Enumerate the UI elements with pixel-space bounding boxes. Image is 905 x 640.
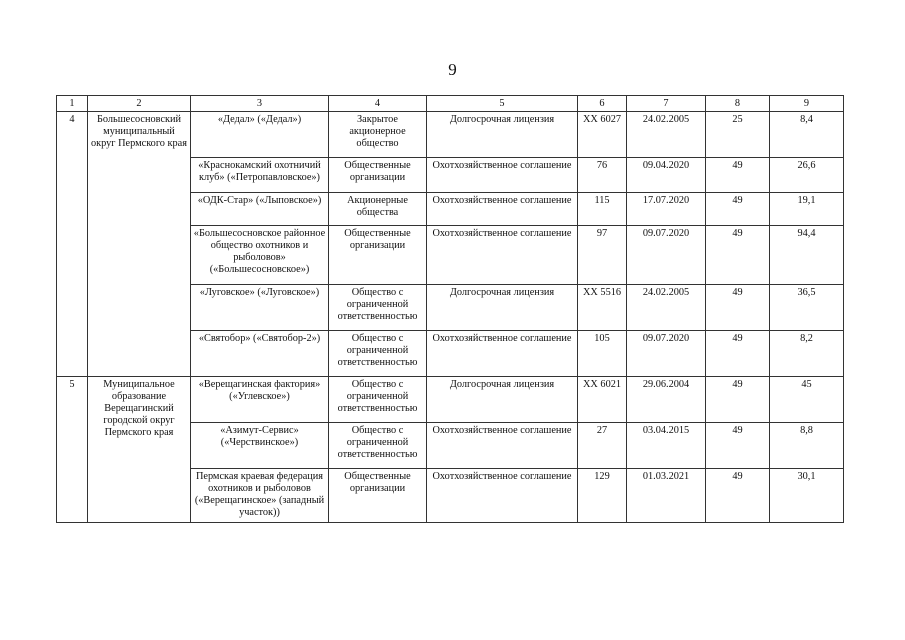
column-header: 7 (627, 96, 706, 112)
term-years: 49 (706, 193, 770, 226)
legal-form: Закрытое акционерное общество (329, 112, 427, 158)
document-date: 09.07.2020 (627, 331, 706, 377)
organization-name: «Краснокамский охотничий клуб» («Петропавловское») (191, 158, 329, 193)
document-date: 24.02.2005 (627, 112, 706, 158)
area-value: 8,4 (770, 112, 844, 158)
column-header: 6 (578, 96, 627, 112)
row-number: 5 (57, 377, 88, 523)
document-type: Охотхозяйственное соглашение (427, 423, 578, 469)
area-value: 94,4 (770, 226, 844, 285)
legal-form: Общество с ограниченной ответственностью (329, 331, 427, 377)
document-type: Охотхозяйственное соглашение (427, 193, 578, 226)
document-number: 97 (578, 226, 627, 285)
area-value: 8,8 (770, 423, 844, 469)
document-date: 24.02.2005 (627, 285, 706, 331)
header-row (57, 96, 844, 112)
column-header: 1 (57, 96, 88, 112)
document-type: Долгосрочная лицензия (427, 112, 578, 158)
document-number: 129 (578, 469, 627, 523)
document-number: ХХ 6027 (578, 112, 627, 158)
document-number: ХХ 6021 (578, 377, 627, 423)
column-header: 4 (329, 96, 427, 112)
area-value: 45 (770, 377, 844, 423)
document-type: Охотхозяйственное соглашение (427, 331, 578, 377)
hunting-grounds-table (56, 95, 844, 523)
legal-form: Общество с ограниченной ответственностью (329, 423, 427, 469)
organization-name: «Большесосновское районное общество охотников и рыболовов» («Большесосновское») (191, 226, 329, 285)
organization-name: «Азимут-Сервис» («Черствинское») (191, 423, 329, 469)
legal-form: Общественные организации (329, 469, 427, 523)
term-years: 49 (706, 226, 770, 285)
organization-name: Пермская краевая федерация охотников и рыболовов («Верещагинское» (западный участок)) (191, 469, 329, 523)
term-years: 49 (706, 158, 770, 193)
organization-name: «Святобор» («Святобор-2») (191, 331, 329, 377)
district-name: Муниципальное образование Верещагинский городской округ Пермского края (88, 377, 191, 523)
organization-name: «Дедал» («Дедал») (191, 112, 329, 158)
document-number: 115 (578, 193, 627, 226)
document-number: 76 (578, 158, 627, 193)
table-body (57, 96, 844, 523)
column-header: 9 (770, 96, 844, 112)
document-number: 105 (578, 331, 627, 377)
area-value: 30,1 (770, 469, 844, 523)
term-years: 49 (706, 285, 770, 331)
document-type: Охотхозяйственное соглашение (427, 158, 578, 193)
term-years: 49 (706, 423, 770, 469)
column-header: 8 (706, 96, 770, 112)
area-value: 19,1 (770, 193, 844, 226)
table-row (57, 112, 844, 158)
document-number: ХХ 5516 (578, 285, 627, 331)
document-type: Долгосрочная лицензия (427, 285, 578, 331)
column-header: 3 (191, 96, 329, 112)
term-years: 25 (706, 112, 770, 158)
page-number: 9 (448, 60, 457, 79)
district-name: Большесосновский муниципальный округ Пермского края (88, 112, 191, 377)
area-value: 8,2 (770, 331, 844, 377)
document-number: 27 (578, 423, 627, 469)
organization-name: «Луговское» («Луговское») (191, 285, 329, 331)
document-date: 09.07.2020 (627, 226, 706, 285)
legal-form: Общество с ограниченной ответственностью (329, 285, 427, 331)
legal-form: Акционерные общества (329, 193, 427, 226)
area-value: 36,5 (770, 285, 844, 331)
document-type: Охотхозяйственное соглашение (427, 469, 578, 523)
document-date: 01.03.2021 (627, 469, 706, 523)
term-years: 49 (706, 331, 770, 377)
document-type: Долгосрочная лицензия (427, 377, 578, 423)
term-years: 49 (706, 377, 770, 423)
document-date: 29.06.2004 (627, 377, 706, 423)
area-value: 26,6 (770, 158, 844, 193)
organization-name: «Верещагинская фактория» («Углевское») (191, 377, 329, 423)
term-years: 49 (706, 469, 770, 523)
legal-form: Общество с ограниченной ответственностью (329, 377, 427, 423)
legal-form: Общественные организации (329, 226, 427, 285)
table-row (57, 377, 844, 423)
document-date: 03.04.2015 (627, 423, 706, 469)
document-date: 09.04.2020 (627, 158, 706, 193)
document-date: 17.07.2020 (627, 193, 706, 226)
column-header: 5 (427, 96, 578, 112)
document-type: Охотхозяйственное соглашение (427, 226, 578, 285)
legal-form: Общественные организации (329, 158, 427, 193)
column-header: 2 (88, 96, 191, 112)
row-number: 4 (57, 112, 88, 377)
organization-name: «ОДК-Стар» («Лыповское») (191, 193, 329, 226)
